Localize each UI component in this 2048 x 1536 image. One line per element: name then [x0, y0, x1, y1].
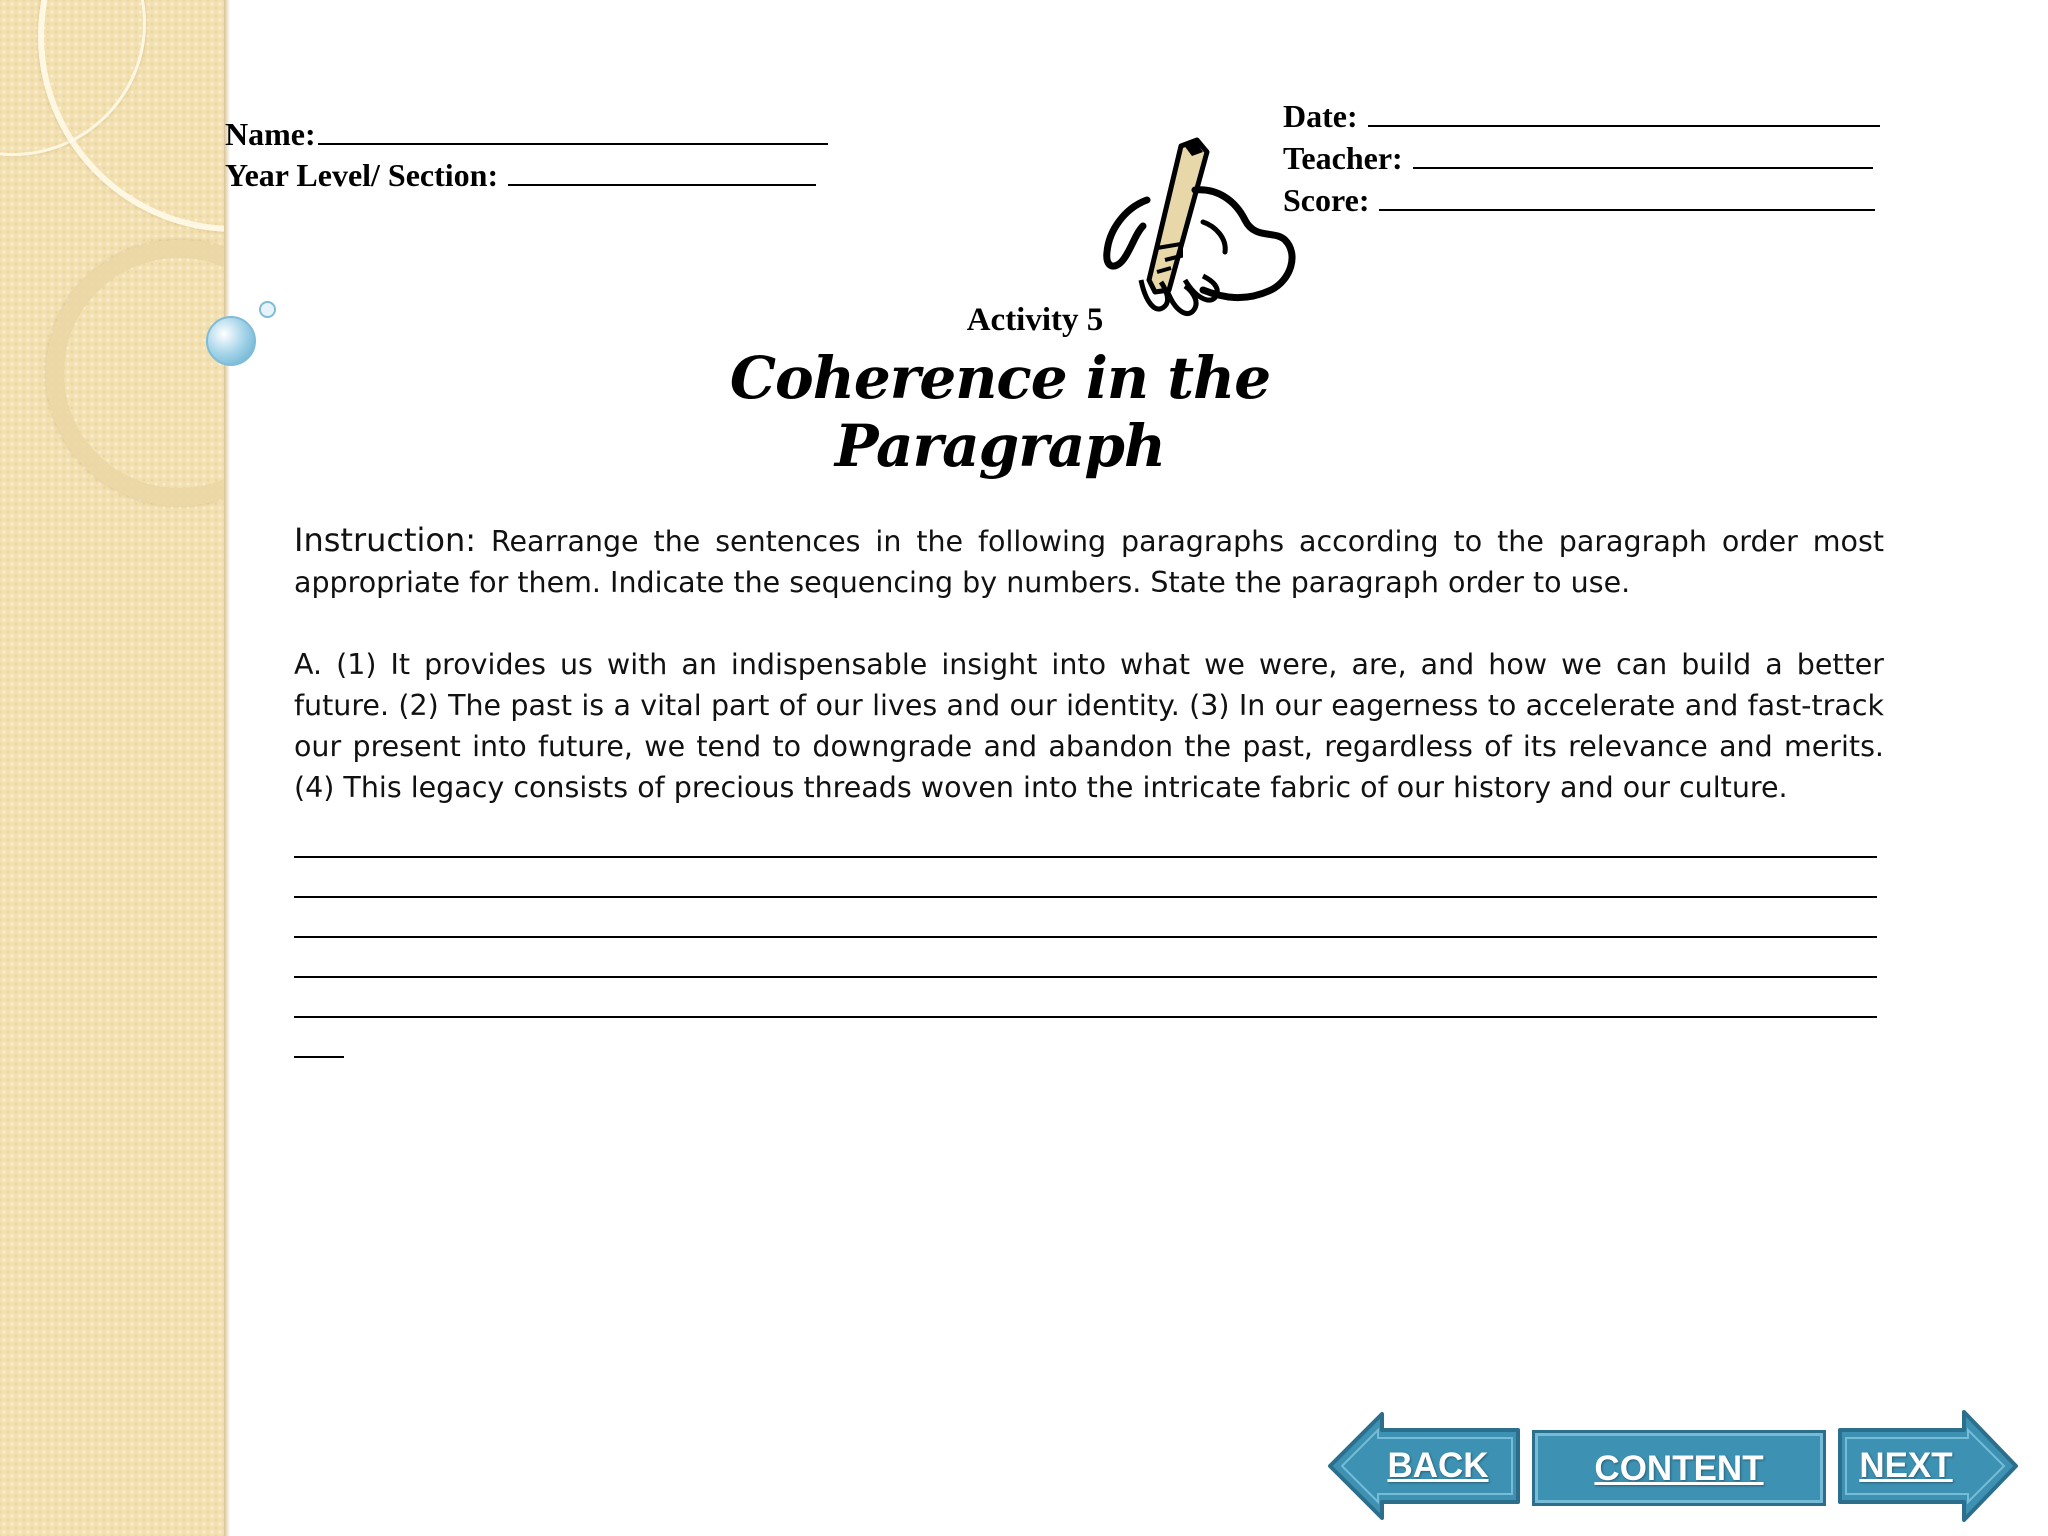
decorative-sidebar: [0, 0, 228, 1536]
year-section-field[interactable]: [225, 156, 816, 194]
name-line[interactable]: [318, 115, 828, 145]
answer-line[interactable]: [294, 938, 1877, 978]
decorative-swirl: [46, 240, 228, 506]
answer-lines[interactable]: [294, 818, 1877, 1058]
next-button[interactable]: [1836, 1408, 2020, 1524]
worksheet-content: [294, 520, 1884, 1058]
teacher-field[interactable]: [1283, 139, 1873, 177]
decorative-bubble: [259, 301, 276, 318]
instruction-text: Rearrange the sentences in the following paragraphs according to the paragraph order most appropriate for them. Indicate the sequencing by numbers. State the paragraph order to use.: [294, 525, 1885, 599]
content-button-label: CONTENT: [1594, 1449, 1764, 1488]
decorative-bubble: [206, 316, 256, 366]
answer-line[interactable]: [294, 858, 1877, 898]
answer-line[interactable]: [294, 898, 1877, 938]
teacher-line[interactable]: [1413, 139, 1873, 169]
sidebar-edge: [224, 0, 230, 1536]
instruction-paragraph: [294, 520, 1884, 603]
name-label: Name:: [225, 116, 316, 152]
year-section-line[interactable]: [508, 156, 816, 186]
answer-line-stub[interactable]: [294, 1018, 344, 1058]
back-button[interactable]: [1326, 1410, 1522, 1522]
instruction-label: Instruction:: [294, 521, 477, 559]
date-line[interactable]: [1368, 97, 1880, 127]
next-button-label: NEXT: [1859, 1446, 1953, 1485]
name-field[interactable]: [225, 115, 828, 153]
content-button[interactable]: [1532, 1430, 1826, 1506]
teacher-label: Teacher:: [1283, 140, 1403, 176]
date-field[interactable]: [1283, 97, 1880, 135]
score-label: Score:: [1283, 182, 1370, 218]
answer-line[interactable]: [294, 978, 1877, 1018]
decorative-swirl: [38, 0, 228, 232]
score-line[interactable]: [1379, 181, 1875, 211]
activity-title: Coherence in the Paragraph: [729, 344, 1271, 480]
writing-hand-icon: [1085, 130, 1305, 330]
year-section-label: Year Level/ Section:: [225, 157, 499, 193]
answer-line[interactable]: [294, 818, 1877, 858]
back-button-label: BACK: [1387, 1446, 1489, 1485]
item-a-paragraph: A. (1) It provides us with an indispensable insight into what we were, are, and how we can build a better future. (2) The past is a vital part of our lives and our identity. (3) In our eagerness to accelerate and fast-track our present into future, we tend to downgrade and abandon the past, regardless of its relevance and merits. (4) This legacy consists of precious threads woven into the intricate fabric of our history and our culture.: [294, 648, 1884, 804]
score-field[interactable]: [1283, 181, 1875, 219]
activity-number: Activity 5: [966, 302, 1104, 338]
date-label: Date:: [1283, 98, 1358, 134]
